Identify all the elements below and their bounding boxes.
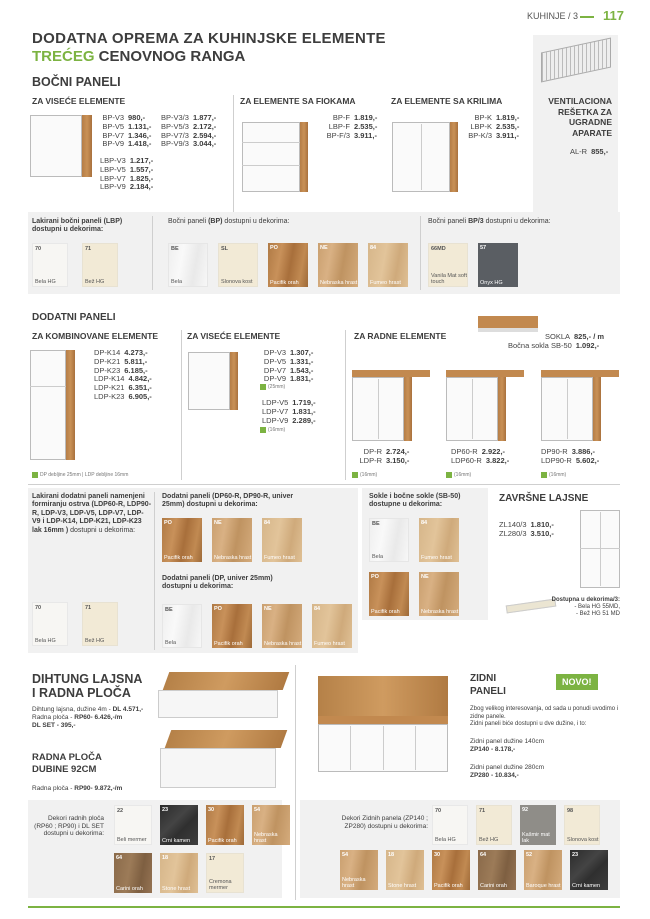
radne-label: ZA RADNE ELEMENTE	[354, 331, 447, 341]
swatch-code: 64	[116, 855, 123, 861]
zidni-title: ZIDNI PANELI	[470, 673, 506, 697]
price-row	[499, 530, 554, 539]
decor-swatch	[32, 243, 68, 287]
fioka-label: ZA ELEMENTE SA FIOKAMA	[240, 96, 356, 106]
decor-swatch	[162, 518, 202, 562]
swatch-code: 23	[162, 807, 169, 813]
swatch-label: Crni kamen	[162, 838, 191, 844]
novo-badge: NOVO!	[556, 674, 598, 690]
tall-cabinet-image	[30, 350, 66, 460]
article-price: 5.811,-	[124, 356, 148, 366]
price-row	[326, 132, 377, 141]
zp-decor-label: Dekori Zidnih panela (ZP140 ; ZP280) dostupni u dekorima:	[341, 815, 428, 830]
price-row	[262, 417, 316, 426]
article-code: BP-V5/3	[161, 121, 189, 131]
header-section: KUHINJE / 3	[527, 11, 579, 21]
swatch-code: SL	[221, 246, 229, 252]
decor-swatch	[419, 572, 459, 616]
swatch-label: Bela	[171, 279, 183, 285]
article-price: 2.724,-	[386, 447, 410, 456]
page-title: DODATNA OPREMA ZA KUHINJSKE ELEMENTE	[32, 30, 386, 47]
price-row	[262, 375, 313, 384]
dihtung-prices: Dihtung lajsna, dužine 4m - DL 4.571,- Radna ploča - RP60- 6.426,-/m DL SET - 395,-	[32, 706, 144, 729]
decor-swatch	[428, 243, 468, 287]
swatch-code: 70	[435, 808, 442, 814]
komb-label: ZA KOMBINOVANE ELEMENTE	[32, 331, 159, 341]
price-table-dp60r	[451, 448, 509, 466]
krila-label: ZA ELEMENTE SA KRILIMA	[391, 96, 503, 106]
decor-swatch	[478, 243, 518, 287]
swatch-code: NE	[421, 574, 429, 580]
article-price: 3.911,-	[354, 130, 377, 140]
swatch-code: BE	[165, 607, 173, 613]
swatch-code: BE	[372, 521, 380, 527]
lak-decor-label: Lakirani dodatni paneli namenjeni formiranju ostrva (LDP60-R, LDP90-R, LDP-V3, LDP-V5, LDP-V7, LDP-V9 i LDP-K14, LDP-K21, LDP-K23 lak 16mm ) dostupni u dekorima:	[32, 493, 152, 534]
article-price: 1.543,-	[290, 365, 314, 375]
article-code: LDP-R	[359, 455, 382, 465]
dihtung-title: DIHTUNG LAJSNA I RADNA PLOČA	[32, 672, 143, 700]
dp-decor-label: Dodatni paneli (DP, univer 25mm) dostupni u dekorima:	[162, 575, 273, 591]
swatch-label: Pacifik orah	[270, 280, 299, 286]
article-code: BP-V7	[102, 130, 124, 140]
price-row	[468, 132, 519, 141]
wall-cabinet-image	[30, 115, 82, 177]
article-price: 1.819,-	[354, 113, 378, 122]
swatch-label: Nebraska hrast	[342, 877, 366, 889]
swatch-label: Bela	[165, 640, 177, 646]
decor-swatch	[369, 518, 409, 562]
swatch-code: NE	[214, 520, 222, 526]
swatch-label: Fumeo hrast	[421, 555, 452, 561]
swatch-label: Bela HG	[35, 638, 56, 644]
article-price: 1.217,-	[129, 156, 154, 165]
article-price: 980,-	[128, 113, 146, 122]
zp140: Zidni panel dužine 140cm ZP140 - 8.178,-	[470, 738, 545, 753]
decor-swatch	[369, 572, 409, 616]
article-code: LBP-V7	[100, 173, 126, 183]
article-code: DP90-R	[541, 447, 568, 456]
sokle-decor-label: Sokle i bočne sokle (SB-50) dostupne u dekorima:	[369, 493, 461, 509]
article-code: ZL140/3	[499, 520, 527, 529]
swatch-code: 22	[117, 808, 124, 814]
article-code: DP-V3	[263, 348, 286, 357]
swatch-code: 84	[370, 245, 377, 251]
swatch-label: Pacifik orah	[214, 641, 243, 647]
swatch-label: Fumeo hrast	[370, 280, 401, 286]
price-table-bpk	[468, 114, 519, 140]
article-price: 3.044,-	[192, 139, 217, 149]
swatch-code: 71	[85, 605, 92, 611]
komb-note: DP debljine 25mm | LDP debljine 16mm	[40, 472, 129, 478]
section-dodatni-title: DODATNI PANELI	[32, 312, 116, 323]
decor-swatch	[206, 805, 244, 845]
article-code: DP-K21	[94, 356, 121, 366]
article-price: 6.351,-	[128, 383, 152, 393]
swatch-code: 18	[388, 852, 395, 858]
swatch-code: 84	[421, 520, 428, 526]
decor-swatch	[160, 853, 198, 893]
viseci2-label: ZA VISEĆE ELEMENTE	[187, 331, 281, 341]
price-row	[94, 393, 152, 402]
side-panel-image	[82, 115, 92, 177]
decor-swatch	[162, 604, 202, 648]
swatch-code: 54	[342, 852, 349, 858]
swatch-label: Bela HG	[35, 279, 56, 285]
price-row	[541, 457, 599, 466]
swatch-label: Bež HG	[479, 837, 499, 843]
decor-swatch	[212, 518, 252, 562]
page-subtitle: TREĆEG CENOVNOG RANGA	[32, 48, 246, 65]
worktop92-image	[165, 730, 288, 748]
article-price: 1.418,-	[128, 139, 152, 149]
swatch-label: Cremona mermer	[209, 879, 232, 891]
decor-swatch	[564, 805, 600, 845]
swatch-code: BE	[171, 246, 179, 252]
article-price: 1.346,-	[128, 130, 152, 140]
article-price: 6.185,-	[124, 365, 148, 375]
decor-swatch	[218, 243, 258, 287]
article-code: BP-F/3	[326, 130, 350, 140]
decor-swatch	[386, 850, 424, 890]
swatch-label: Carini orah	[480, 883, 507, 889]
sokla-image	[478, 316, 538, 328]
price-table-dpr	[358, 448, 409, 466]
price-table-dpk	[94, 349, 152, 402]
article-price: 2.172,-	[192, 121, 217, 131]
swatch-label: Bela	[372, 554, 384, 560]
decor-swatch	[160, 805, 198, 845]
swatch-code: 84	[264, 520, 271, 526]
article-code: BP-V3/3	[161, 113, 189, 122]
article-price: 1.810,-	[530, 520, 554, 529]
swatch-code: 57	[480, 245, 487, 251]
decor-swatch	[212, 604, 252, 648]
decor-swatch	[312, 604, 352, 648]
drawer-cabinet-image	[242, 122, 300, 192]
price-row	[100, 140, 151, 149]
article-price: 1.557,-	[129, 164, 154, 174]
decor-swatch	[32, 602, 68, 646]
swatch-label: Pacifik orah	[164, 555, 193, 561]
header-rule	[580, 16, 594, 18]
swatch-code: 52	[526, 852, 533, 858]
article-code: BP-V7/3	[161, 130, 189, 140]
swatch-label: Onyx HG	[480, 280, 503, 286]
swatch-label: Slonova kost	[221, 279, 253, 285]
article-price: 1.719,-	[292, 398, 316, 407]
article-code: LDP-V5	[262, 398, 289, 407]
decor-swatch	[114, 853, 152, 893]
article-code: LBP-V9	[100, 182, 126, 192]
swatch-label: Nebraska hrast	[254, 832, 278, 844]
vent-title: VENTILACIONA REŠETKA ZA UGRADNE APARATE	[548, 96, 612, 138]
swatch-label: Crni kamen	[572, 883, 601, 889]
swatch-code: 54	[254, 807, 261, 813]
article-price: 1.825,-	[129, 173, 154, 183]
swatch-code: PO	[371, 574, 379, 580]
swatch-code: 84	[314, 606, 321, 612]
article-code: LBP-V5	[100, 164, 126, 174]
swatch-label: Nebraska hrast	[421, 609, 459, 615]
swatch-code: 30	[208, 807, 215, 813]
article-code: LDP-K21	[94, 383, 125, 393]
swatch-label: Kašmir mat lak	[522, 832, 550, 844]
swatch-label: Bež HG	[85, 279, 105, 285]
zidni-text: Zbog velikog interesovanja, od sada u ponudi uvodimo i zidne panele. Zidni paneli biće dostupni u dve dužine, i to:	[470, 706, 619, 727]
decor-swatch	[318, 243, 358, 287]
price-table-ldpv	[262, 399, 316, 425]
article-price: 2.922,-	[481, 447, 506, 456]
article-price: 1.831,-	[292, 406, 316, 416]
article-price: 3.822,-	[485, 455, 510, 465]
swatch-label: Nebraska hrast	[264, 641, 302, 647]
swatch-label: Slonova kost	[567, 837, 599, 843]
article-price: 2.594,-	[192, 130, 217, 140]
bp-decor-label: Bočni paneli (BP) dostupni u dekorima:	[168, 218, 290, 225]
decor-swatch	[524, 850, 562, 890]
decor-swatch	[268, 243, 308, 287]
price-row	[451, 457, 509, 466]
article-code: LDP-K23	[94, 391, 125, 401]
wall-panel-image	[318, 676, 448, 716]
swatch-code: 64	[480, 852, 487, 858]
swatch-label: Baroque hrast	[526, 883, 561, 889]
article-price: 1.831,-	[290, 374, 314, 384]
article-code: LBP-V3	[100, 156, 126, 165]
article-price: 1.131,-	[128, 121, 152, 131]
article-code: LBP-K	[470, 121, 492, 131]
decor-swatch	[478, 850, 516, 890]
decor-swatch	[570, 850, 608, 890]
swatch-label: Stone hrast	[388, 883, 417, 889]
swatch-code: 18	[162, 855, 169, 861]
swatch-label: Nebraska hrast	[214, 555, 252, 561]
bocna-sokla-price: Bočna sokla SB-50 1.092,-	[508, 341, 600, 350]
article-code: LBP-F	[328, 121, 350, 131]
swatch-code: 66MD	[431, 246, 446, 252]
swatch-code: PO	[164, 520, 172, 526]
price-table-bpv	[100, 114, 151, 149]
price-table-dpv	[262, 349, 313, 384]
decor-swatch	[476, 805, 512, 845]
swatch-label: Pacifik orah	[371, 609, 400, 615]
decor-swatch	[252, 805, 290, 845]
swatch-label: Carini orah	[116, 886, 143, 892]
swatch-code: NE	[320, 245, 328, 251]
article-price: 3.510,-	[530, 528, 554, 538]
worktop-image	[163, 672, 290, 690]
swatch-code: PO	[270, 245, 278, 251]
swatch-label: Nebraska hrast	[320, 280, 358, 286]
swatch-label: Pacifik orah	[434, 883, 463, 889]
lbp-decor-label: Lakirani bočni paneli (LBP) dostupni u dekorima:	[32, 218, 123, 234]
article-code: BP-F	[332, 113, 350, 122]
article-code: LDP-K14	[94, 374, 125, 384]
price-table-dp90r	[541, 448, 599, 466]
page-number: 117	[603, 8, 624, 23]
section-bocni-title: BOČNI PANELI	[32, 75, 121, 89]
decor-swatch	[368, 243, 408, 287]
article-price: 4.842,-	[128, 374, 152, 384]
vent-price: AL-R 855,-	[570, 147, 609, 156]
article-price: 1.307,-	[290, 348, 314, 357]
swatch-code: 98	[567, 808, 574, 814]
swatch-code: 17	[209, 856, 216, 862]
swatch-label: Bela HG	[435, 837, 456, 843]
price-table-zl	[499, 521, 554, 539]
price-table-bpf	[326, 114, 377, 140]
price-row	[358, 457, 409, 466]
article-code: LDP-V9	[262, 415, 289, 425]
swatch-code: NE	[264, 606, 272, 612]
swatch-code: PO	[214, 606, 222, 612]
article-price: 1.877,-	[192, 113, 217, 122]
decor-swatch	[340, 850, 378, 890]
article-code: BP-V5	[102, 121, 124, 131]
zavrsne-title: ZAVRŠNE LAJSNE	[499, 493, 589, 504]
article-code: ZL280/3	[499, 528, 527, 538]
zp280: Zidni panel dužine 280cm ZP280 - 10.834,-	[470, 764, 545, 779]
decor-swatch	[262, 604, 302, 648]
swatch-code: 71	[479, 808, 486, 814]
swatch-label: Fumeo hrast	[264, 555, 295, 561]
article-price: 3.886,-	[571, 447, 596, 456]
price-table-bpv3	[161, 114, 216, 149]
decor-swatch	[520, 805, 556, 845]
decor-swatch	[419, 518, 459, 562]
article-code: DP-K23	[94, 365, 121, 375]
article-price: 2.535,-	[354, 121, 378, 131]
article-price: 4.273,-	[124, 348, 148, 357]
article-code: DP60-R	[451, 447, 478, 456]
price-row	[161, 140, 216, 149]
article-price: 3.911,-	[496, 130, 519, 140]
swatch-code: 70	[35, 605, 42, 611]
article-code: BP-K	[474, 113, 492, 122]
article-price: 5.602,-	[575, 455, 600, 465]
swatch-code: 71	[85, 246, 92, 252]
dp25-decor-label: Dodatni paneli (DP60-R, DP90-R, univer 25mm) dostupni u dekorima:	[162, 493, 294, 509]
swatch-code: 30	[434, 852, 441, 858]
article-price: 2.184,-	[129, 182, 154, 192]
price-table-lbpv	[100, 157, 153, 192]
article-code: DP-V5	[263, 356, 286, 366]
article-price: 6.905,-	[128, 391, 152, 401]
swatch-label: Beli mermer	[117, 837, 147, 843]
article-code: BP-V9/3	[161, 139, 189, 149]
article-code: BP-V3	[102, 113, 124, 122]
swatch-label: Vanila Mat soft touch	[431, 273, 467, 285]
rp90-price: Radna ploča - RP90- 9.872,-/m	[32, 785, 123, 792]
zavrsne-note: Dostupna u dekorima/3: - Bela HG 55MD, - Bež HG 51 MD	[551, 597, 620, 617]
article-code: DP-K14	[94, 348, 121, 357]
article-price: 2.535,-	[496, 121, 520, 131]
decor-swatch	[114, 805, 152, 845]
swatch-code: 92	[522, 807, 529, 813]
swatch-label: Bež HG	[85, 638, 105, 644]
sokla-price: SOKLA 825,- / m	[545, 332, 605, 341]
article-code: DP-R	[363, 447, 382, 456]
decor-swatch	[262, 518, 302, 562]
swatch-label: Fumeo hrast	[314, 641, 345, 647]
article-price: 1.331,-	[290, 356, 314, 366]
article-code: LDP-V7	[262, 406, 289, 416]
decor-swatch	[432, 805, 468, 845]
bp3-decor-label: Bočni paneli BP/3 dostupni u dekorima:	[428, 218, 551, 225]
article-price: 3.150,-	[386, 455, 410, 465]
swatch-code: 70	[35, 246, 42, 252]
wall-cabinet2-image	[188, 352, 230, 410]
rp-decor-label: Dekori radnih ploča (RP60 ; RP90) i DL SET dostupni u dekorima:	[34, 815, 104, 837]
decor-swatch	[168, 243, 208, 287]
decor-swatch	[82, 602, 118, 646]
article-price: 1.819,-	[496, 113, 520, 122]
viseci-label: ZA VISEĆE ELEMENTE	[32, 96, 126, 106]
rp92-title: RADNA PLOČA DUBINE 92CM	[32, 752, 102, 775]
decor-swatch	[432, 850, 470, 890]
swatch-label: Stone hrast	[162, 886, 191, 892]
swatch-code: 23	[572, 852, 579, 858]
article-code: DP-V9	[263, 374, 286, 384]
article-price: 2.289,-	[292, 415, 316, 425]
article-code: BP-V9	[102, 139, 124, 149]
article-code: DP-V7	[263, 365, 286, 375]
decor-swatch	[206, 853, 244, 893]
article-code: LDP60-R	[451, 455, 482, 465]
decor-swatch	[82, 243, 118, 287]
price-row	[100, 183, 153, 192]
article-code: LDP90-R	[541, 455, 572, 465]
article-code: BP-K/3	[468, 130, 492, 140]
swatch-label: Pacifik orah	[208, 838, 237, 844]
